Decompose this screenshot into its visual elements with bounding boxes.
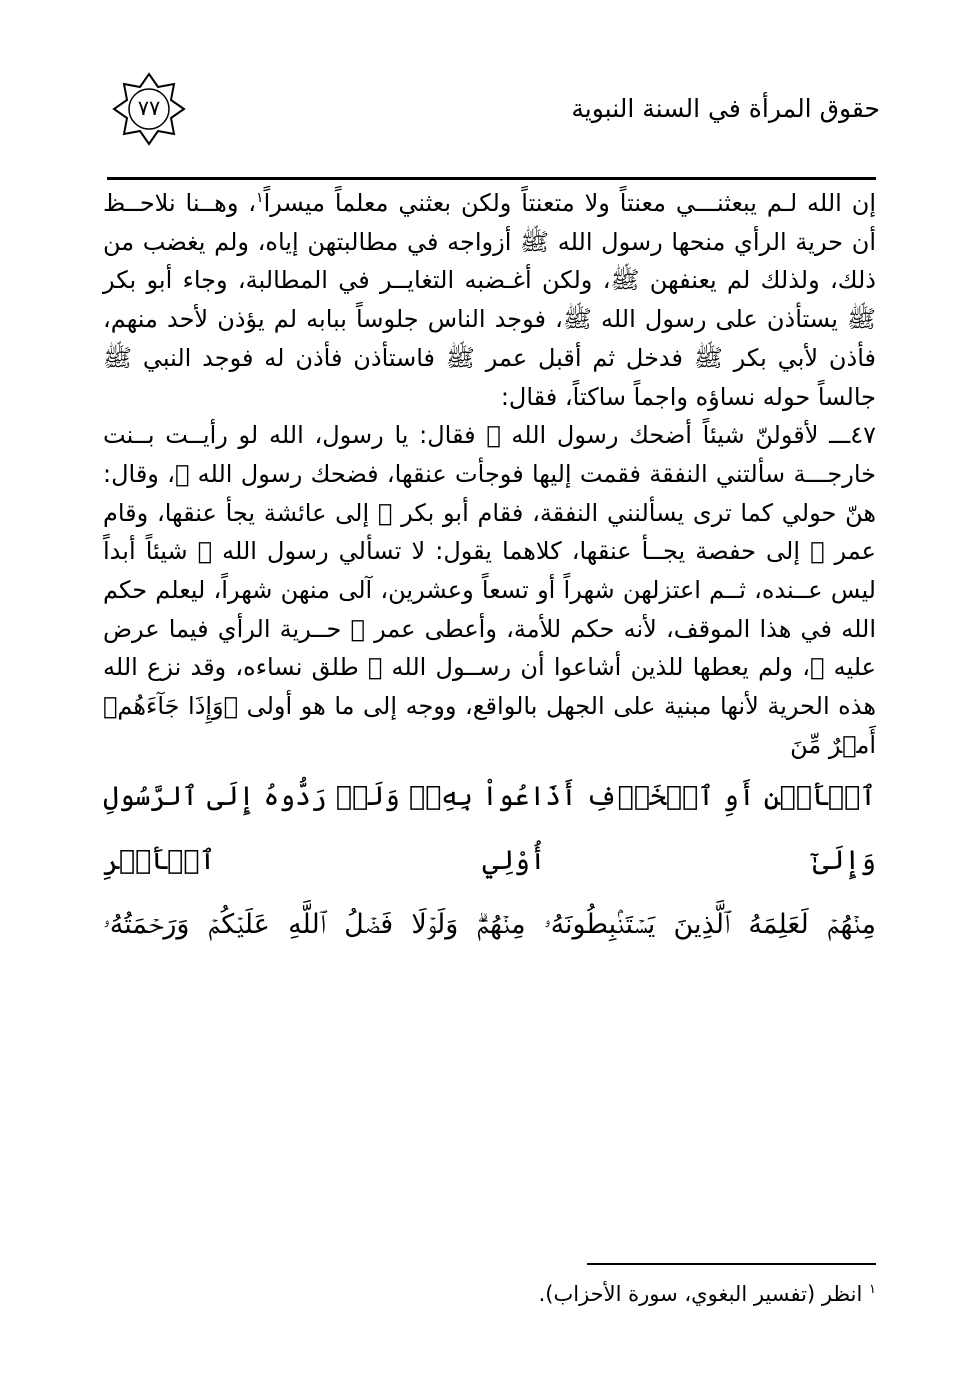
footnote-marker: ١ bbox=[869, 1282, 876, 1297]
footnote-divider bbox=[587, 1263, 876, 1265]
running-title: حقوق المرأة في السنة النبوية bbox=[571, 94, 880, 123]
quran-verse-line-2: مِنۡهُمۡ لَعَلِمَهُ ٱلَّذِينَ يَسۡتَنۢبِطُونَهُۥ مِنۡهُمۡۗ وَلَوۡلَا فَضۡلُ ٱللَّهِ عَلَيۡكُمۡ وَرَحۡمَتُهُۥ bbox=[103, 908, 876, 940]
header-divider bbox=[107, 177, 876, 180]
paragraph-1 bbox=[103, 184, 876, 416]
page-number: ٧٧ bbox=[137, 96, 161, 120]
footnote-text: انظر (تفسير البغوي، سورة الأحزاب). bbox=[538, 1282, 863, 1306]
footnote bbox=[539, 1282, 876, 1306]
paragraph-2: ٤٧ـــ لأقولنّ شيئاً أضحك رسول الله ﷺ فقال: يا رسول، الله لو رأيــت بــنت خارجـــة سألتني النفقة فقمت إليها فوجأت عنقها، فضحك رسول الله ﷺ، وقال: هنّ حولي كما ترى يسألنني النفقة، فقام أبو بكر ﷺ إلى عائشة يجأ عنقها، وقام عمر ﷺ إلى حفصة يجــأ عنقها، كلاهما يقول: لا تسألي رسول الله ﷺ شيئاً أبداً ليس عــنده، ثــم اعتزلهن شهراً أو تسعاً وعشرين، آلى منهن شهراً، ليعلم حكم الله في هذا الموقف، لأنه حكم للأمة، وأعطى عمر ﷺ حــرية الرأي فيما عرض عليه ﷺ، ولم يعطها للذين أشاعوا أن رســول الله ﷺ طلق نساءه، وقد نزع الله هذه الحرية لأنها مبنية على الجهل بالواقع، ووجه إلى ما هو أولى ﴿وَإِذَا جَآءَهُمۡ أَمۡرٌ مِّنَ bbox=[103, 421, 876, 759]
page-header bbox=[100, 68, 880, 168]
page-number-badge bbox=[112, 72, 186, 146]
paragraph-1-start: إن الله لـم يبعثنـــي معنتاً ولا متعنتاً ولكن بعثني معلماً ميسراً bbox=[263, 189, 876, 217]
footnote-reference: ١ bbox=[256, 190, 264, 206]
paragraph-1-end: ، وهــنا نلاحــظ أن حرية الرأي منحها رسول الله ﷺ أزواجه في مطالبتهن إياه، ولم يغضب من ذلك، ولذلك لم يعنفهن ﷺ، ولكن أغـضبه التغايــر في المطالبة، وجاء أبو بكر ﷺ يستأذن على رسول الله ﷺ، فوجد الناس جلوساً ببابه لم يؤذن لأحد منهم، فأذن لأبي بكر ﷺ فدخل ثم أقبل عمر ﷺ فاستأذن فأذن له فوجد النبي ﷺ جالساً حوله نساؤه واجماً ساكتاً، فقال: bbox=[103, 189, 876, 411]
quran-verse-line-1: ٱلۡأَمۡنِ أَوِ ٱلۡخَوۡفِ أَذَاعُواْ بِهِۦۖ وَلَوۡ رَدُّوهُ إِلَى ٱلرَّسُولِ وَإِلَىٰٓ أُوْلِي ٱلۡأَمۡرِ bbox=[103, 780, 876, 876]
body-text bbox=[103, 184, 876, 957]
